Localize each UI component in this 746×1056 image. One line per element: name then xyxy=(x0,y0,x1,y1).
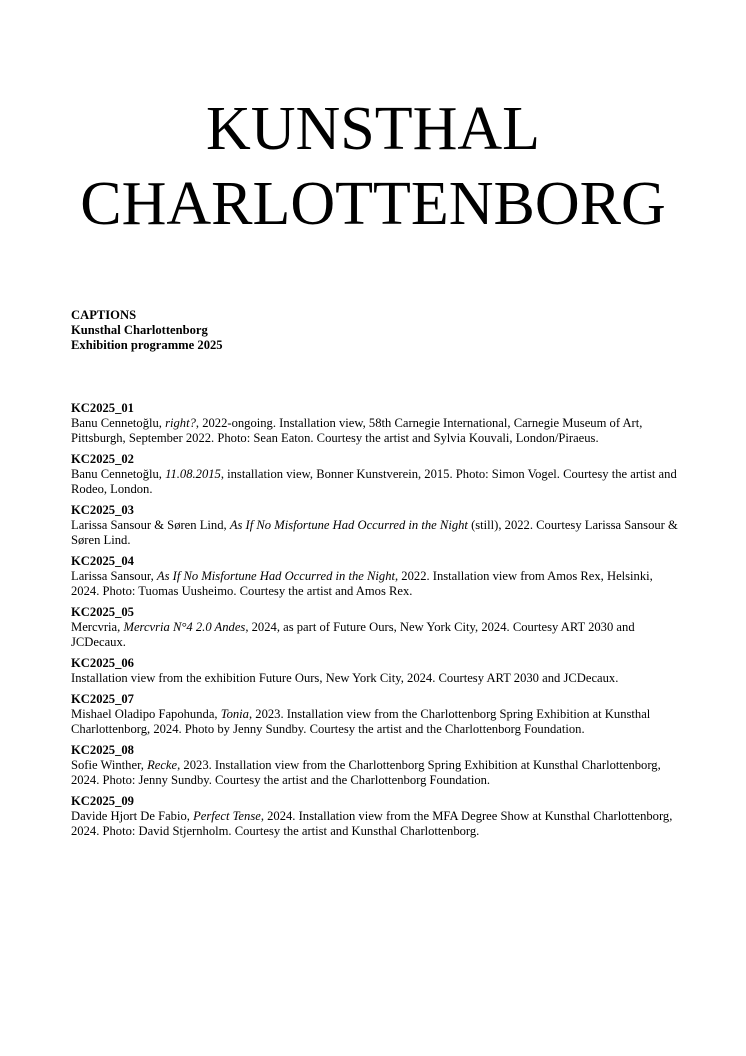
caption-details: , 2022-ongoing. Installation view, 58th Carnegie International, Carnegie Museum of Art, Pittsburgh, September 2022. Photo: Sean Eaton. Courtesy the artist and Sylvia Kouvali, London/Piraeus. xyxy=(71,416,643,445)
caption-details: , 2023. Installation view from the Charlottenborg Spring Exhibition at Kunsthal Charlottenborg, 2024. Photo by Jenny Sundby. Courtesy the artist and the Charlottenborg Foundation. xyxy=(71,707,651,736)
caption-details: , 2023. Installation view from the Charlottenborg Spring Exhibition at Kunsthal Charlottenborg, 2024. Photo: Jenny Sundby. Courtesy the artist and the Charlottenborg Foundation. xyxy=(71,758,661,787)
caption-credit: Davide Hjort De Fabio, xyxy=(71,809,194,823)
caption-id: KC2025_03 xyxy=(71,503,134,517)
caption-id: KC2025_09 xyxy=(71,794,134,808)
caption-details: (still), 2022. Courtesy Larissa Sansour & Søren Lind. xyxy=(71,518,678,547)
caption-item xyxy=(71,794,683,839)
caption-work-title: Perfect Tense xyxy=(193,809,261,823)
caption-item xyxy=(71,503,683,548)
caption-work-title: Tonia xyxy=(220,707,249,721)
caption-item xyxy=(71,452,683,497)
caption-work-title: As If No Misfortune Had Occurred in the Night xyxy=(229,518,468,532)
caption-text xyxy=(71,467,683,497)
caption-credit: Banu Cennetoğlu, xyxy=(71,416,166,430)
caption-id: KC2025_06 xyxy=(71,656,134,670)
document-title xyxy=(0,92,746,242)
caption-details: , installation view, Bonner Kunstverein, 2015. Photo: Simon Vogel. Courtesy the artist and Rodeo, London. xyxy=(71,467,677,496)
caption-details: , 2024. Installation view from the MFA Degree Show at Kunsthal Charlottenborg, 2024. Photo: David Stjernholm. Courtesy the artist and Kunsthal Charlottenborg. xyxy=(71,809,673,838)
caption-id: KC2025_04 xyxy=(71,554,134,568)
caption-credit: Mishael Oladipo Fapohunda, xyxy=(71,707,221,721)
caption-work-title: right? xyxy=(165,416,196,430)
caption-work-title: Mercvria N°4 2.0 Andes xyxy=(123,620,246,634)
caption-text xyxy=(71,758,683,788)
caption-id: KC2025_07 xyxy=(71,692,134,706)
intro-institution: Kunsthal Charlottenborg xyxy=(71,323,208,337)
intro-programme: Exhibition programme 2025 xyxy=(71,338,223,352)
caption-work-title: Recke xyxy=(147,758,178,772)
caption-item xyxy=(71,554,683,599)
captions-list xyxy=(71,401,683,845)
caption-text xyxy=(71,518,683,548)
caption-id: KC2025_01 xyxy=(71,401,134,415)
title-line-2: CHARLOTTENBORG xyxy=(80,170,666,238)
caption-credit: Larissa Sansour & Søren Lind, xyxy=(71,518,230,532)
caption-credit: Larissa Sansour, xyxy=(71,569,157,583)
caption-text xyxy=(71,809,683,839)
title-line-1: KUNSTHAL xyxy=(205,95,541,163)
intro-block xyxy=(71,308,223,353)
caption-item xyxy=(71,743,683,788)
caption-details: , 2022. Installation view from Amos Rex, Helsinki, 2024. Photo: Tuomas Uusheimo. Courtesy the artist and Amos Rex. xyxy=(71,569,653,598)
caption-id: KC2025_02 xyxy=(71,452,134,466)
caption-credit: Banu Cennetoğlu, xyxy=(71,467,166,481)
caption-text xyxy=(71,620,683,650)
caption-credit: Installation view from the exhibition Future Ours, New York City, 2024. Courtesy ART 2030 and JCDecaux. xyxy=(71,671,619,685)
intro-heading: CAPTIONS xyxy=(71,308,137,322)
caption-item xyxy=(71,605,683,650)
caption-text xyxy=(71,416,683,446)
caption-id: KC2025_08 xyxy=(71,743,134,757)
caption-work-title: 11.08.2015 xyxy=(165,467,221,481)
caption-item xyxy=(71,656,683,686)
caption-item xyxy=(71,692,683,737)
caption-credit: Mercvria, xyxy=(71,620,124,634)
caption-text xyxy=(71,671,683,686)
caption-id: KC2025_05 xyxy=(71,605,134,619)
caption-item xyxy=(71,401,683,446)
caption-credit: Sofie Winther, xyxy=(71,758,148,772)
caption-text xyxy=(71,569,683,599)
caption-details: , 2024, as part of Future Ours, New York City, 2024. Courtesy ART 2030 and JCDecaux. xyxy=(71,620,635,649)
caption-work-title: As If No Misfortune Had Occurred in the Night xyxy=(156,569,395,583)
caption-text xyxy=(71,707,683,737)
